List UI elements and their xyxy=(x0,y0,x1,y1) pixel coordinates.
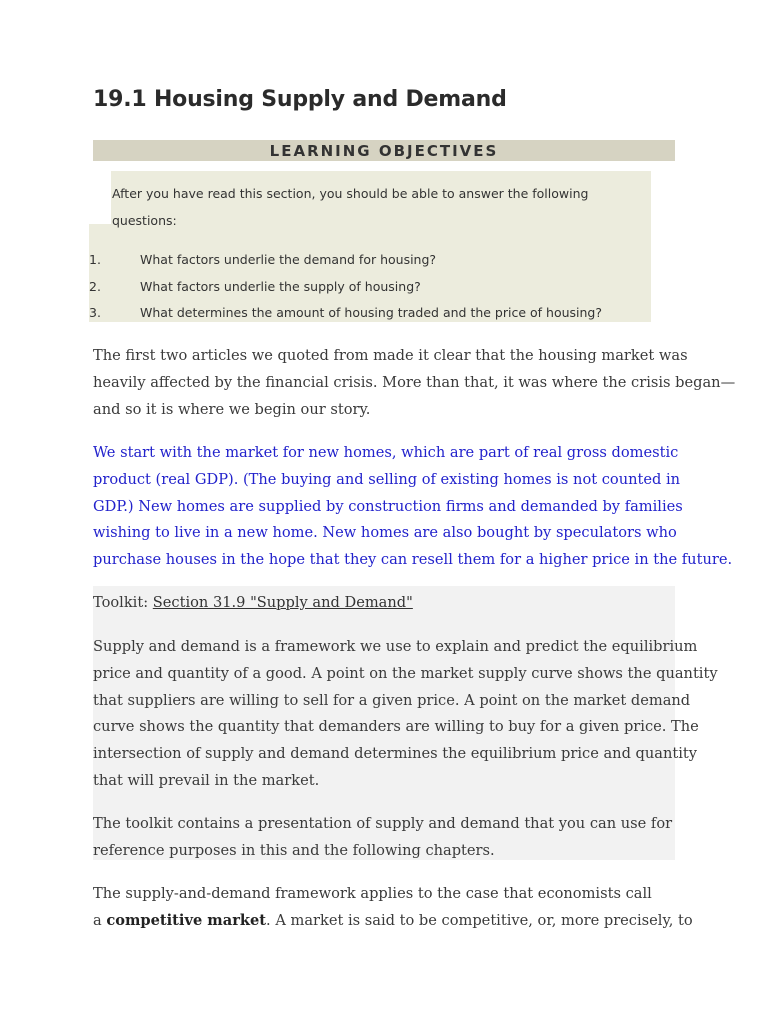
paragraph-line: and so it is where we begin our story. xyxy=(93,400,371,418)
paragraph-line: that suppliers are willing to sell for a given price. A point on the market demand xyxy=(93,691,691,709)
section-title: 19.1 Housing Supply and Demand xyxy=(93,87,507,112)
learning-objectives-intro xyxy=(112,180,632,234)
list-item xyxy=(89,300,649,327)
competitive-market-paragraph xyxy=(93,881,693,935)
list-item xyxy=(89,274,649,301)
paragraph-line: heavily affected by the financial crisis. More than that, it was where the crisis began— xyxy=(93,373,736,391)
paragraph-line: The supply-and-demand framework applies to the case that economists call xyxy=(93,885,652,902)
paragraph-line: purchase houses in the hope that they can resell them for a higher price in the future. xyxy=(93,551,733,569)
list-item-text: What determines the amount of housing traded and the price of housing? xyxy=(140,305,603,321)
intro-paragraph xyxy=(93,343,736,423)
toolkit-prefix: Toolkit: xyxy=(93,594,153,611)
list-item xyxy=(89,247,649,274)
paragraph-line: The toolkit contains a presentation of supply and demand that you can use for xyxy=(93,815,673,832)
learning-objectives-header: LEARNING OBJECTIVES xyxy=(93,140,675,161)
toolkit-reference xyxy=(93,590,683,617)
new-homes-paragraph xyxy=(93,440,733,574)
box-notch xyxy=(89,171,111,224)
list-item-number: 3. xyxy=(89,305,101,321)
list-item-number: 2. xyxy=(89,278,101,294)
line-suffix: . A market is said to be competitive, or, more precisely, to xyxy=(266,911,693,929)
paragraph-line xyxy=(93,908,693,935)
paragraph-line: product (real GDP). (The buying and selling of existing homes is not counted in xyxy=(93,470,681,488)
paragraph-line: Supply and demand is a framework we use to explain and predict the equilibrium xyxy=(93,638,698,655)
learning-objectives-list xyxy=(89,247,649,327)
paragraph-line: curve shows the quantity that demanders are willing to buy for a given price. The xyxy=(93,718,699,736)
paragraph-line: wishing to live in a new home. New homes are also bought by speculators who xyxy=(93,524,677,542)
list-item-text: What factors underlie the supply of housing? xyxy=(140,278,421,294)
paragraph-line: The first two articles we quoted from made it clear that the housing market was xyxy=(93,347,688,364)
intro-line: questions: xyxy=(112,213,177,228)
intro-line: After you have read this section, you should be able to answer the following xyxy=(112,186,589,201)
paragraph-line: price and quantity of a good. A point on the market supply curve shows the quantity xyxy=(93,664,718,682)
key-term: competitive market xyxy=(106,911,267,929)
paragraph-line: that will prevail in the market. xyxy=(93,771,320,789)
paragraph-line: GDP.) New homes are supplied by construction firms and demanded by families xyxy=(93,497,683,515)
list-item-number: 1. xyxy=(89,252,101,267)
line-prefix: a xyxy=(93,911,107,929)
paragraph-line: We start with the market for new homes, which are part of real gross domestic xyxy=(93,444,679,461)
paragraph-line: intersection of supply and demand determines the equilibrium price and quantity xyxy=(93,745,698,763)
toolkit-note-paragraph xyxy=(93,811,683,865)
paragraph-line: reference purposes in this and the following chapters. xyxy=(93,841,495,859)
toolkit-section-link[interactable]: Section 31.9 "Supply and Demand" xyxy=(152,594,413,611)
list-item-text: What factors underlie the demand for housing? xyxy=(140,252,437,267)
toolkit-paragraph xyxy=(93,634,718,795)
